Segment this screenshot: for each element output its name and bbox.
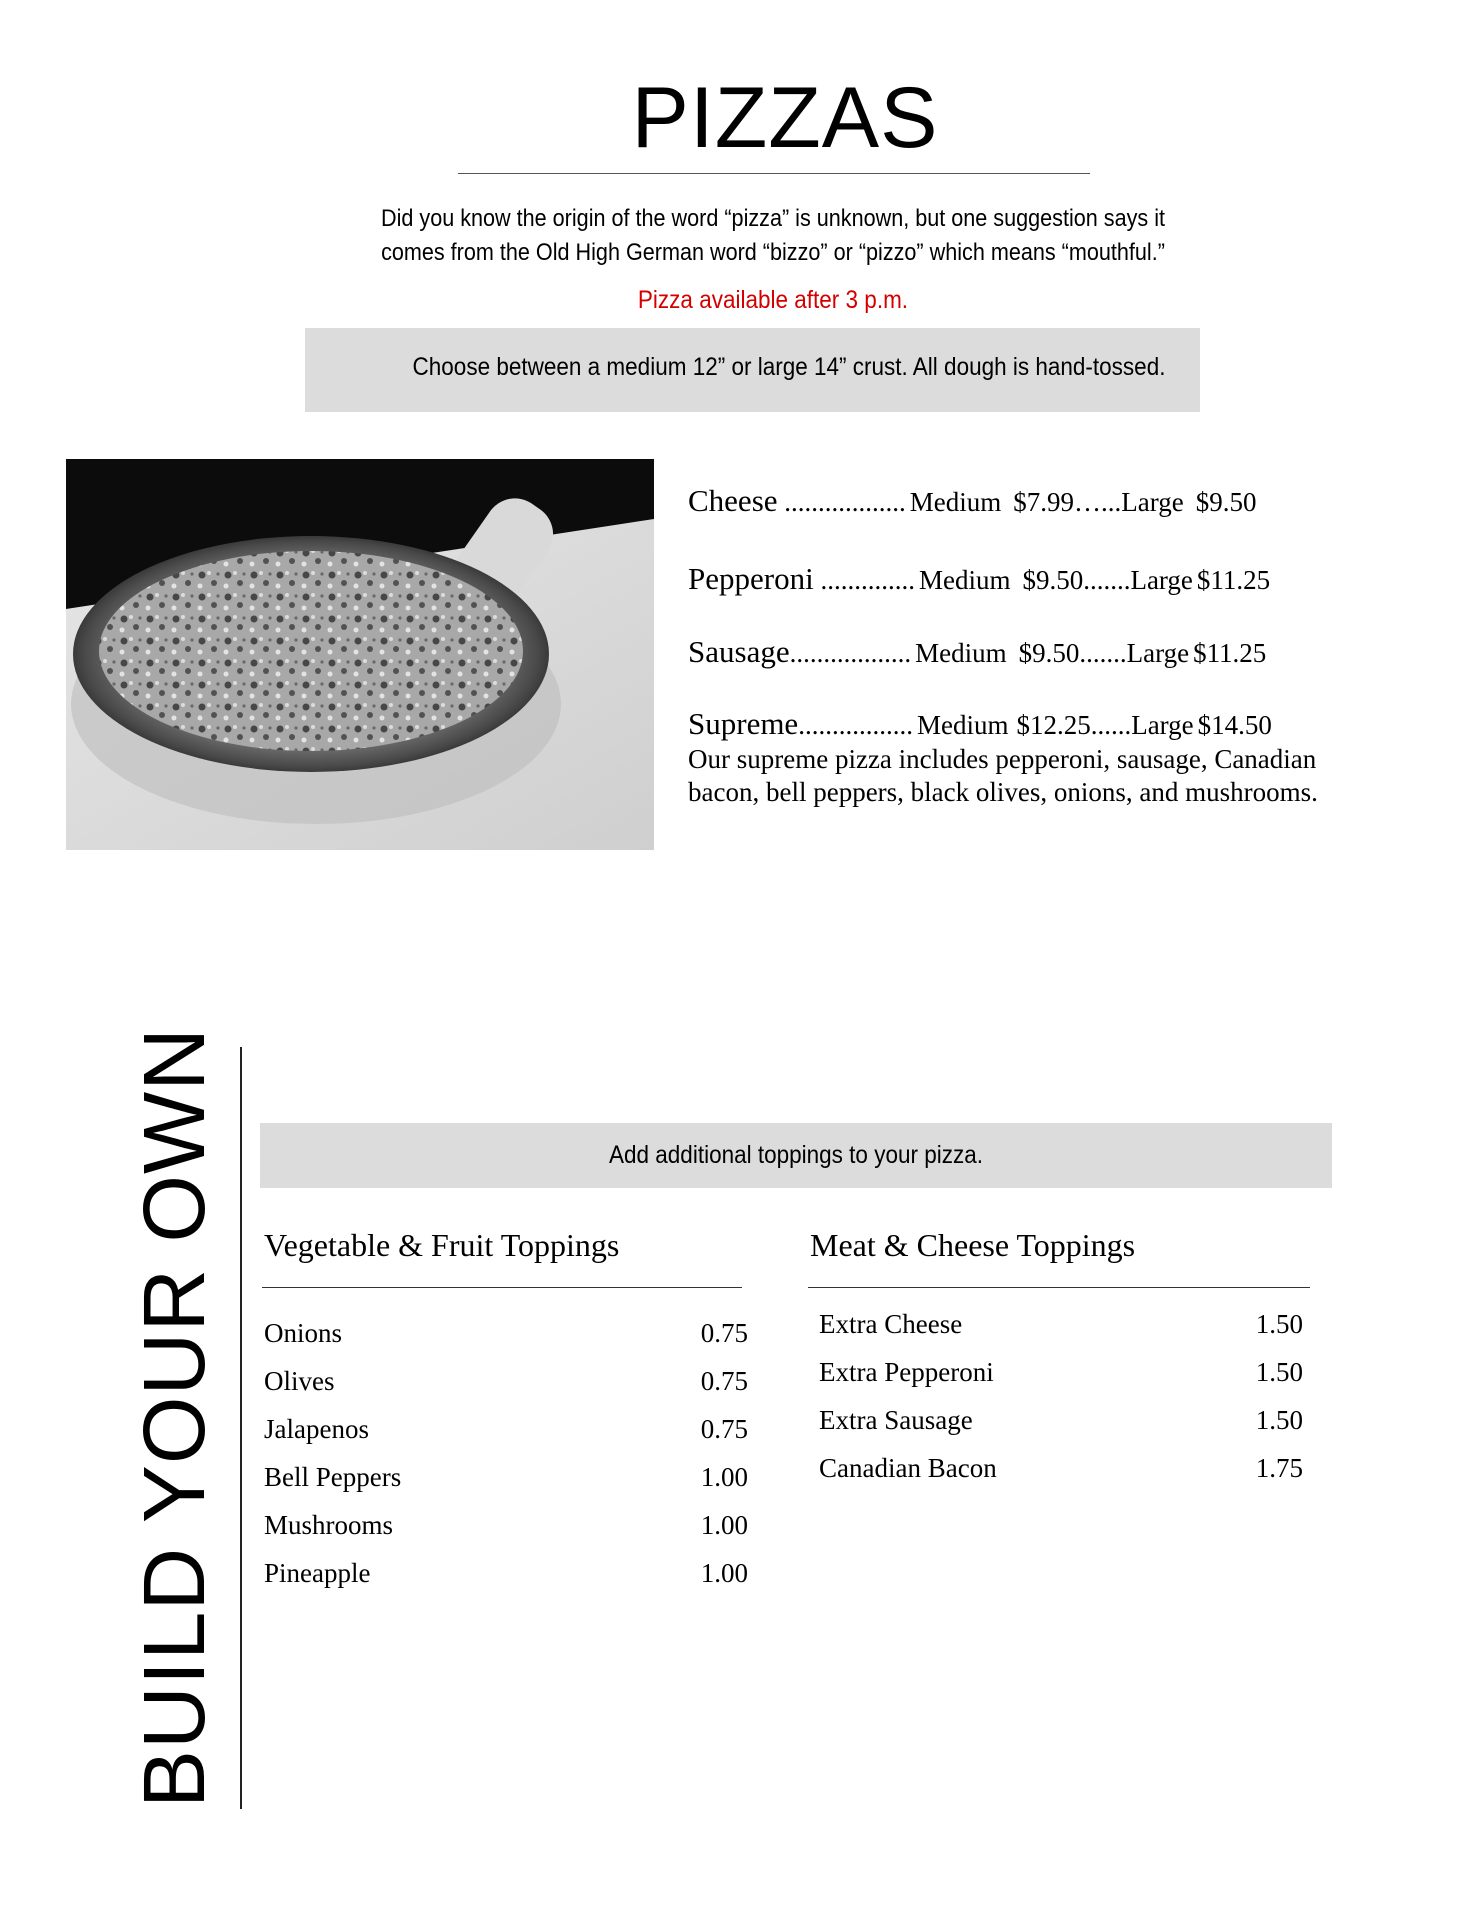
supreme-description <box>688 743 1388 809</box>
topping-name: Extra Sausage <box>819 1405 973 1435</box>
medium-label: Medium <box>918 565 1011 595</box>
vegetable-heading-rule <box>262 1287 742 1288</box>
topping-name: Pineapple <box>264 1558 371 1588</box>
topping-row <box>819 1352 1303 1392</box>
large-label: Large <box>1126 638 1190 668</box>
meat-heading-rule <box>808 1287 1310 1288</box>
topping-name: Olives <box>264 1366 335 1396</box>
menu-item-sausage <box>688 632 1408 678</box>
topping-name: Bell Peppers <box>264 1462 402 1492</box>
title-divider <box>458 173 1090 174</box>
topping-price: 0.75 <box>700 1414 748 1444</box>
large-label: Large <box>1121 487 1184 517</box>
meat-toppings-heading: Meat & Cheese Toppings <box>810 1227 1136 1263</box>
topping-price: 1.50 <box>1255 1405 1303 1435</box>
topping-price: 0.75 <box>700 1318 748 1348</box>
medium-label: Medium <box>916 710 1009 740</box>
topping-price: 0.75 <box>700 1366 748 1396</box>
topping-row <box>819 1304 1303 1344</box>
topping-name: Extra Pepperoni <box>819 1357 994 1387</box>
medium-price: $7.99 <box>1013 487 1075 517</box>
crust-note: Choose between a medium 12” or large 14” crust. All dough is hand-tossed. <box>412 353 1166 381</box>
topping-row <box>264 1553 748 1593</box>
intro-line: comes from the Old High German word “bizzo” or “pizzo” which means “mouthful.” <box>381 239 1165 266</box>
topping-name: Extra Cheese <box>819 1309 963 1339</box>
topping-row <box>264 1457 748 1497</box>
medium-price: $12.25 <box>1016 710 1091 740</box>
leader-dots: ....... <box>1079 638 1127 668</box>
pizza-name: Pepperoni <box>688 561 814 596</box>
vegetable-toppings-heading: Vegetable & Fruit Toppings <box>264 1227 620 1263</box>
menu-item-cheese <box>688 481 1408 527</box>
leader-dots: .................. <box>777 487 906 517</box>
large-price: $11.25 <box>1196 565 1271 595</box>
topping-row <box>819 1400 1303 1440</box>
large-price: $11.25 <box>1193 638 1267 668</box>
page-title: PIZZAS <box>631 70 939 166</box>
description-line: bacon, bell peppers, black olives, onions, and mushrooms. <box>688 777 1318 807</box>
toppings-note: Add additional toppings to your pizza. <box>608 1141 984 1169</box>
availability-note: Pizza available after 3 p.m. <box>637 286 909 314</box>
leader-dots: …... <box>1074 487 1122 517</box>
topping-name: Canadian Bacon <box>819 1453 997 1483</box>
large-label: Large <box>1130 565 1193 595</box>
leader-dots: .............. <box>813 565 915 595</box>
pizza-name: Cheese <box>688 483 778 518</box>
leader-dots: ....... <box>1083 565 1131 595</box>
medium-label: Medium <box>915 638 1007 668</box>
topping-row <box>264 1409 748 1449</box>
pizza-name: Sausage <box>688 634 790 669</box>
topping-price: 1.00 <box>700 1510 748 1540</box>
build-your-own-title: BUILD YOUR OWN <box>126 1027 223 1808</box>
intro-text <box>347 202 1198 270</box>
large-price: $14.50 <box>1197 710 1272 740</box>
intro-line: Did you know the origin of the word “pizza” is unknown, but one suggestion says it <box>380 205 1166 232</box>
pizza-name: Supreme <box>688 706 799 741</box>
topping-row <box>264 1361 748 1401</box>
menu-item-pepperoni <box>688 559 1408 605</box>
topping-row <box>264 1313 748 1353</box>
topping-price: 1.00 <box>700 1558 748 1588</box>
leader-dots: ...... <box>1090 710 1132 740</box>
topping-price: 1.75 <box>1255 1453 1303 1483</box>
topping-row <box>819 1448 1303 1488</box>
topping-row <box>264 1505 748 1545</box>
pizza-photo <box>66 459 654 850</box>
topping-price: 1.50 <box>1255 1357 1303 1387</box>
topping-price: 1.00 <box>700 1462 748 1492</box>
medium-label: Medium <box>909 487 1002 517</box>
vertical-divider <box>240 1047 242 1809</box>
leader-dots: ................. <box>798 710 913 740</box>
large-price: $9.50 <box>1195 487 1257 517</box>
topping-name: Jalapenos <box>264 1414 369 1444</box>
topping-price: 1.50 <box>1255 1309 1303 1339</box>
topping-name: Mushrooms <box>264 1510 394 1540</box>
topping-name: Onions <box>264 1318 343 1348</box>
leader-dots: .................. <box>789 638 912 668</box>
medium-price: $9.50 <box>1018 638 1080 668</box>
large-label: Large <box>1131 710 1194 740</box>
medium-price: $9.50 <box>1022 565 1084 595</box>
description-line: Our supreme pizza includes pepperoni, sausage, Canadian <box>688 744 1317 774</box>
